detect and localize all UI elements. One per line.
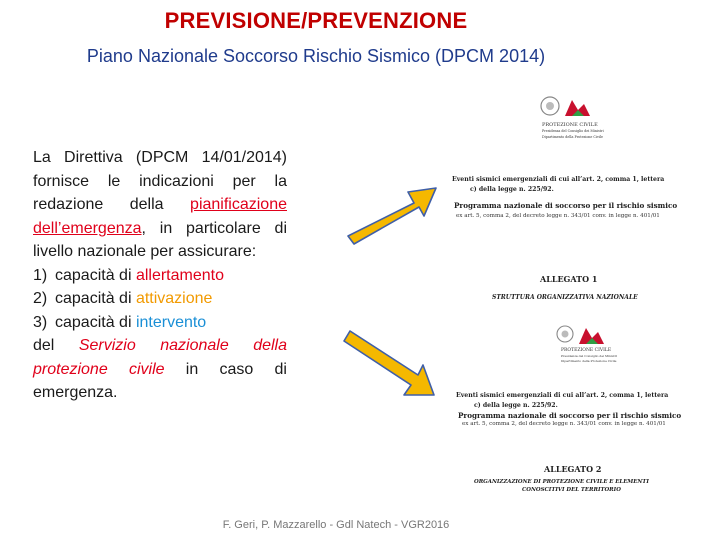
doc2-allegato: ALLEGATO 2 <box>544 464 602 474</box>
doc2-heading-2: CONOSCITIVI DEL TERRITORIO <box>522 487 621 493</box>
protezione-civile-logo <box>520 94 604 154</box>
pianificazione-highlight: pianificazione dell’emergenza <box>33 196 287 237</box>
doc1-heading: STRUTTURA ORGANIZZATIVA NAZIONALE <box>492 294 638 301</box>
allegato-2-document <box>452 392 692 502</box>
page-title: PREVISIONE/PREVENZIONE <box>164 8 468 33</box>
attivazione-highlight: attivazione <box>135 290 213 307</box>
logo2-line-3: Dipartimento della Protezione Civile <box>561 359 617 363</box>
list-number: 2) <box>33 290 48 307</box>
logo-line-2: Presidenza del Consiglio dei Ministri <box>542 129 604 133</box>
protezione-civile-logo-2 <box>555 324 635 370</box>
list-item-1 <box>33 264 287 288</box>
doc2-line-1: Eventi sismici emergenziali di cui all’art. 2, comma 1, lettera <box>456 392 669 399</box>
doc2-line-3: Programma nazionale di soccorso per il rischio sismico <box>458 411 682 420</box>
emblem-icon <box>520 94 600 124</box>
arrow-right-up-icon <box>340 178 440 248</box>
logo-line-3: Dipartimento della Protezione Civile <box>542 135 603 139</box>
list-text: capacità di <box>55 313 136 331</box>
list-item-3 <box>33 311 287 335</box>
list-text: capacità di <box>55 266 136 284</box>
intro-text-end: , in particolare di livello nazionale per assicurare: <box>33 219 287 260</box>
doc2-line-2: c) della legge n. 225/92. <box>474 402 558 409</box>
list-number: 3) <box>33 313 48 331</box>
doc2-heading-1: ORGANIZZAZIONE DI PROTEZIONE CIVILE E ELEMENTI <box>474 479 649 485</box>
intro-paragraph <box>33 146 287 264</box>
intro-text: La Direttiva (DPCM 14/01/2014) fornisce le indicazioni per la redazione della <box>33 149 287 213</box>
logo2-line-2: Presidenza del Consiglio dei Ministri <box>561 354 618 358</box>
doc1-allegato: ALLEGATO 1 <box>540 274 598 284</box>
closing-paragraph <box>33 334 287 405</box>
emblem-icon <box>555 324 635 348</box>
logo2-line-1: PROTEZIONE CIVILE <box>561 348 612 353</box>
servizio-highlight: Servizio nazionale della protezione civile <box>33 337 287 378</box>
arrow-right-down-icon <box>340 325 440 405</box>
doc1-line-1: Eventi sismici emergenziali di cui all’art. 2, comma 1, lettera <box>452 176 665 183</box>
closing-text: del <box>33 337 79 354</box>
doc1-line-4: ex art. 5, comma 2, del decreto legge n. 343/01 conv. in legge n. 401/01 <box>456 213 660 219</box>
allertamento-highlight: allertamento <box>135 266 224 284</box>
doc1-line-3: Programma nazionale di soccorso per il rischio sismico <box>454 201 678 210</box>
intervento-highlight: intervento <box>135 313 207 331</box>
logo-line-1: PROTEZIONE CIVILE <box>542 122 598 128</box>
list-number: 1) <box>33 266 48 284</box>
list-item-2 <box>33 287 287 311</box>
list-text: capacità di <box>55 290 136 307</box>
allegato-1-document <box>452 176 692 306</box>
doc2-line-4: ex art. 5, comma 2, del decreto legge n. 343/01 conv. in legge n. 401/01 <box>462 421 666 427</box>
directive-text <box>33 146 287 405</box>
page-subtitle: Piano Nazionale Soccorso Rischio Sismico (DPCM 2014) <box>86 46 546 66</box>
closing-text-end: in caso di emergenza. <box>33 360 287 401</box>
footer-credit: F. Geri, P. Mazzarello - Gdl Natech - VGR2016 <box>222 519 450 531</box>
doc1-line-2: c) della legge n. 225/92. <box>470 186 554 193</box>
